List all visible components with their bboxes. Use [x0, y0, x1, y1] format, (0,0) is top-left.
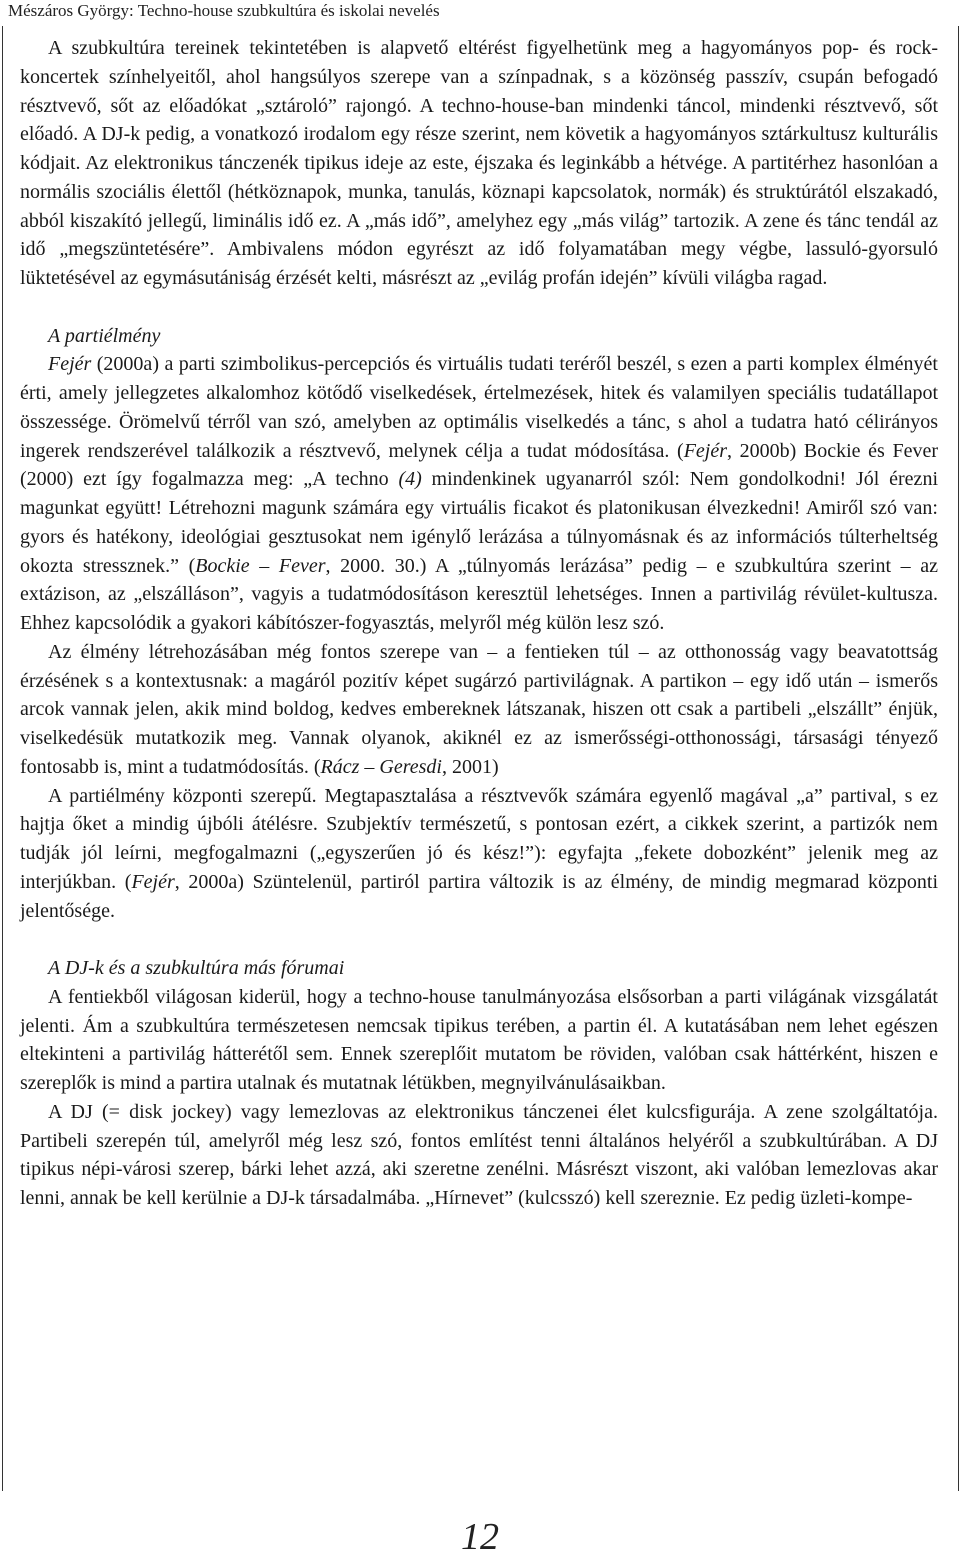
party-paragraph-1: Fejér (2000a) a parti szimbolikus-percepciós és virtuális tudati teréről beszél, s ezen a parti komplex élményét érti, amely jellegzetes alkalomhoz kötődő viselkedések, értelmezések, hitek és valamilyen speciális tudatállapot összessége. Örömelvű térről van szó, amelyben az optimális viselkedés a tánc, s ahol a tudatra ható célirányos ingerek rendszerével találkozik a résztvevő, melynek célja a tudat módosítása. (Fejér, 2000b) Bockie és Fever (2000) ezt így fogalmazza meg: „A techno (4) mindenkinek ugyanarról szól: Nem gondolkodni! Jól érezni magunkat együtt! Létrehozni magunk számára egy virtuális ficakot és platonikusan élvezkedni! Amiről szó van: gyors és hatékony, ideológiai gesztusokat nem igénylő lerázása a túlnyomásnak és az információs túlterheltség okozta stressznek.” (Bockie – Fever, 2000. 30.) A „túlnyomás lerázása” pedig – e szubkultúra szerint – az extázison, az „elszálláson”, vagyis a tudatmódosításon keresztül lehetséges. Innen a partivilág révület-kultusza. Ehhez kapcsolódik a gyakori kábítószer-fogyasztás, melyről még külön lesz szó.	[20, 353, 938, 634]
citation-author: Fejér	[131, 870, 175, 893]
dj-paragraph-1: A fentiekből világosan kiderül, hogy a techno-house tanulmányozása elsősorban a parti világának vizsgálatát jelenti. Ám a szubkultúra természetesen nemcsak tipikus terében, a partin él. A kutatásában nem lehet egészen eltekinteni a partivilág hátterétől sem. Ennek szereplőit mutatom be röviden, valóban csak háttérként, hiszen e szereplők is mind a partira utalnak és mutatnak létükben, megnyilvánulásaikban.	[20, 985, 938, 1094]
intro-paragraph: A szubkultúra tereinek tekintetében is alapvető eltérést figyelhetünk meg a hagyományos pop- és rock-koncertek színhelyeitől, ahol hangsúlyos szerepe van a színpadnak, s a közönség passzív, csupán befogadó résztvevő, sőt az előadókat „sztároló” rajongó. A techno-house-ban mindenki táncol, mindenki résztvevő, sőt előadó. A DJ-k pedig, a vonatkozó irodalom egy része szerint, nem követik a hagyományos sztárkultusz kulturális kódjait. Az elektronikus tánczenék tipikus ideje az este, éjszaka és leginkább a hétvége. A partitérhez hasonlóan a normális szociális élettől (hétköznapok, munka, tanulás, köznapi kapcsolatok, normák) és struktúrától elszakadó, abból kiszakító jellegű, liminális idő ez. A „más idő”, amelyhez egy „más világ” tartozik. A zene és tánc tendál az idő „megszüntetésére”. Ambivalens módon egyrészt az idő folyamatában megy végbe, lassuló-gyorsuló lüktetésével az egymásutániság érzését kelti, másrészt az „evilág profán idején” kívüli világba ragad.	[20, 37, 938, 289]
dj-paragraph-2: A DJ (= disk jockey) vagy lemezlovas az elektronikus tánczenei élet kulcsfigurája. A zene szolgáltatója. Partibeli szerepén túl, amelyről még lesz szó, fontos említést tenni általános helyéről a szubkultúrában. A DJ tipikus népi-városi szerep, bárki lehet azzá, aki szeretne zenélni. Másrészt viszont, aki valóban lemezlovas akar lenni, annak be kell kerülnie a DJ-k társadalmába. „Hírnevet” (kulcsszó) kell szereznie. Ez pedig üzleti-kompe-	[20, 1100, 938, 1209]
citation-author: Bockie – Fever	[195, 554, 326, 577]
section-spacer	[20, 293, 938, 322]
page-number: 12	[461, 1516, 499, 1558]
party-paragraph-2: Az élmény létrehozásában még fontos szerepe van – a fentieken túl – az otthonosság vagy beavatottság érzésének s a kontextusnak: a magáról pozitív képet sugárzó partivilágnak. A partikon – egy idő után – ismerős arcok vannak jelen, akik mind boldog, kedves embereknek látszanak, hiszen ott csak a partibeli „elszállt” énjük, viselkedésük mutatkozik meg. Vannak olyanok, akiknél ez az ismerősségi-otthonossági, társasági tényező fontosabb is, mint a tudatmódosítás. (Rácz – Geresdi, 2001)	[20, 640, 938, 778]
citation-author: Rácz – Geresdi	[320, 755, 442, 778]
section-spacer	[20, 925, 938, 954]
author-name: Fejér	[48, 353, 92, 376]
article-body	[20, 34, 938, 1213]
section-heading-dj: A DJ-k és a szubkultúra más fórumai	[48, 957, 345, 979]
section-heading-partielmeny: A partiélmény	[48, 324, 161, 347]
citation-author: Fejér	[683, 439, 728, 462]
footnote-marker: (4)	[398, 468, 422, 491]
running-head: Mészáros György: Techno-house szubkultúra és iskolai nevelés	[8, 1, 440, 20]
party-paragraph-3: A partiélmény központi szerepű. Megtapasztalása a résztvevők számára egyenlő magával „a” partival, s ez hajtja őket a mindig újbóli átélésre. Szubjektív természetű, s pontosan ezért, a cikkek szerint, a partizók nem tudják jól leírni, megfogalmazni („egyszerűen jó és kész!”): egyfajta „fekete dobozként” jelenik meg az interjúkban. (Fejér, 2000a) Szüntelenül, partiról partira változik is az élmény, de mindig megmarad központi jelentősége.	[20, 784, 938, 922]
